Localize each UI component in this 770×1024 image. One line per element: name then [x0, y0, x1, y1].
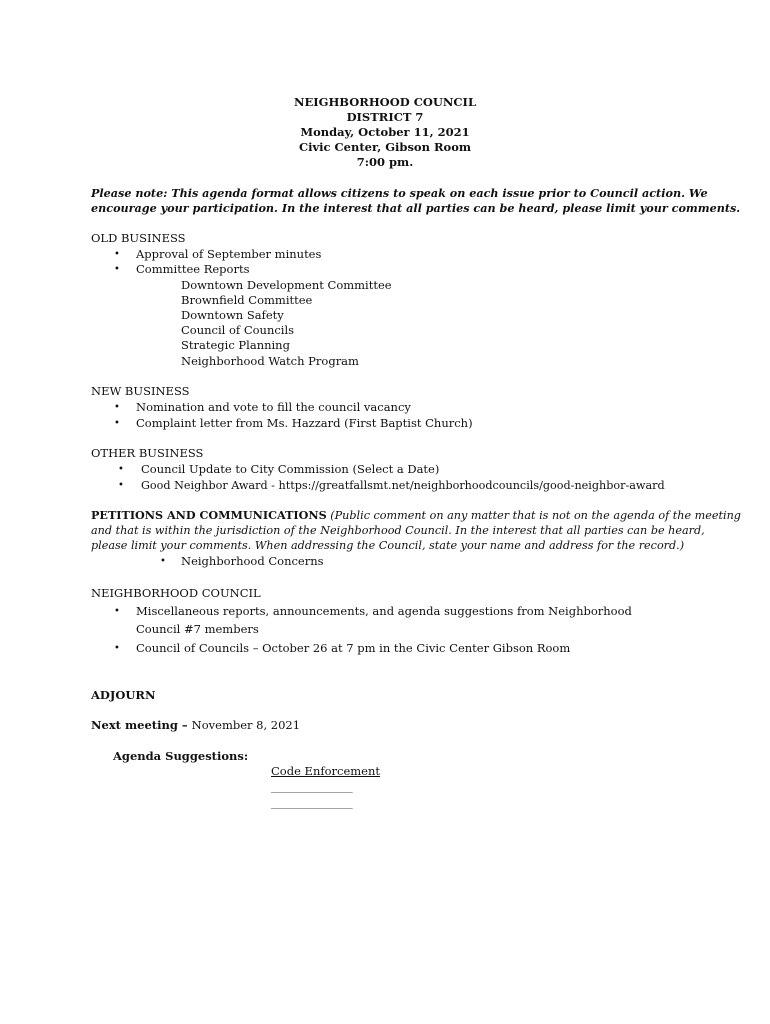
neighborhood-council-item-reports-line-1: Miscellaneous reports, announcements, and agenda suggestions from Neighborhood — [136, 604, 632, 618]
adjourn-heading: ADJOURN — [91, 688, 156, 702]
bullet-icon: • — [118, 480, 124, 491]
next-meeting-label: Next meeting – — [91, 718, 192, 732]
bullet-icon: • — [160, 556, 166, 567]
bullet-icon: • — [114, 606, 120, 617]
new-business-item-nomination: Nomination and vote to fill the council vacancy — [136, 400, 411, 414]
petitions-line-1 — [91, 508, 741, 523]
old-business-item-minutes: Approval of September minutes — [136, 247, 322, 261]
petitions-item-neighborhood-concerns: Neighborhood Concerns — [181, 554, 324, 568]
bullet-icon: • — [118, 464, 124, 475]
old-business-heading: OLD BUSINESS — [91, 231, 186, 245]
petitions-text-3: please limit your comments. When addressing the Council, state your name and address for the record.) — [91, 539, 685, 552]
new-business-heading: NEW BUSINESS — [91, 384, 190, 398]
petitions-heading: PETITIONS AND COMMUNICATIONS — [91, 508, 327, 522]
committee-item: Downtown Development Committee — [181, 278, 392, 292]
bullet-icon: • — [114, 418, 120, 429]
bullet-icon: • — [114, 264, 120, 275]
note-line-2: encourage your participation. In the interest that all parties can be heard, please limit your comments. — [91, 201, 741, 215]
petitions-text-2: and that is within the jurisdiction of the Neighborhood Council. In the interest that all parties can be heard, — [91, 524, 705, 537]
header-district: DISTRICT 7 — [346, 110, 424, 124]
header-location: Civic Center, Gibson Room — [298, 140, 472, 154]
committee-item: Council of Councils — [181, 323, 295, 337]
header-date: Monday, October 11, 2021 — [300, 125, 470, 139]
next-meeting — [91, 718, 300, 733]
other-business-heading: OTHER BUSINESS — [91, 446, 204, 460]
committee-item: Downtown Safety — [181, 308, 284, 322]
bullet-icon: • — [114, 402, 120, 413]
committee-item: Brownfield Committee — [181, 293, 313, 307]
committee-item: Neighborhood Watch Program — [181, 354, 359, 368]
header-time: 7:00 pm. — [356, 155, 414, 169]
next-meeting-date: November 8, 2021 — [191, 718, 301, 732]
petitions-text-1: (Public comment on any matter that is not on the agenda of the meeting — [326, 509, 741, 522]
old-business-item-committee-reports: Committee Reports — [136, 262, 250, 276]
note-line-1: Please note: This agenda format allows citizens to speak on each issue prior to Council action. We — [91, 186, 708, 200]
other-business-item-council-update: Council Update to City Commission (Select a Date) — [141, 462, 440, 476]
header-title: NEIGHBORHOOD COUNCIL — [293, 95, 477, 109]
new-business-item-complaint: Complaint letter from Ms. Hazzard (First Baptist Church) — [136, 416, 473, 430]
agenda-suggestion-blank: _________________ — [271, 798, 353, 809]
bullet-icon: • — [114, 643, 120, 654]
other-business-item-good-neighbor-award: Good Neighbor Award - https://greatfallsmt.net/neighborhoodcouncils/good-neighbor-award — [141, 479, 665, 492]
neighborhood-council-item-council-of-councils: Council of Councils – October 26 at 7 pm in the Civic Center Gibson Room — [136, 641, 571, 655]
neighborhood-council-item-reports-line-2: Council #7 members — [136, 622, 259, 636]
agenda-suggestion-blank: _________________ — [271, 782, 353, 793]
committee-item: Strategic Planning — [181, 338, 290, 352]
neighborhood-council-heading: NEIGHBORHOOD COUNCIL — [91, 586, 261, 600]
agenda-suggestion-code-enforcement: Code Enforcement — [271, 764, 381, 778]
bullet-icon: • — [114, 249, 120, 260]
agenda-suggestions-label: Agenda Suggestions: — [113, 749, 249, 763]
